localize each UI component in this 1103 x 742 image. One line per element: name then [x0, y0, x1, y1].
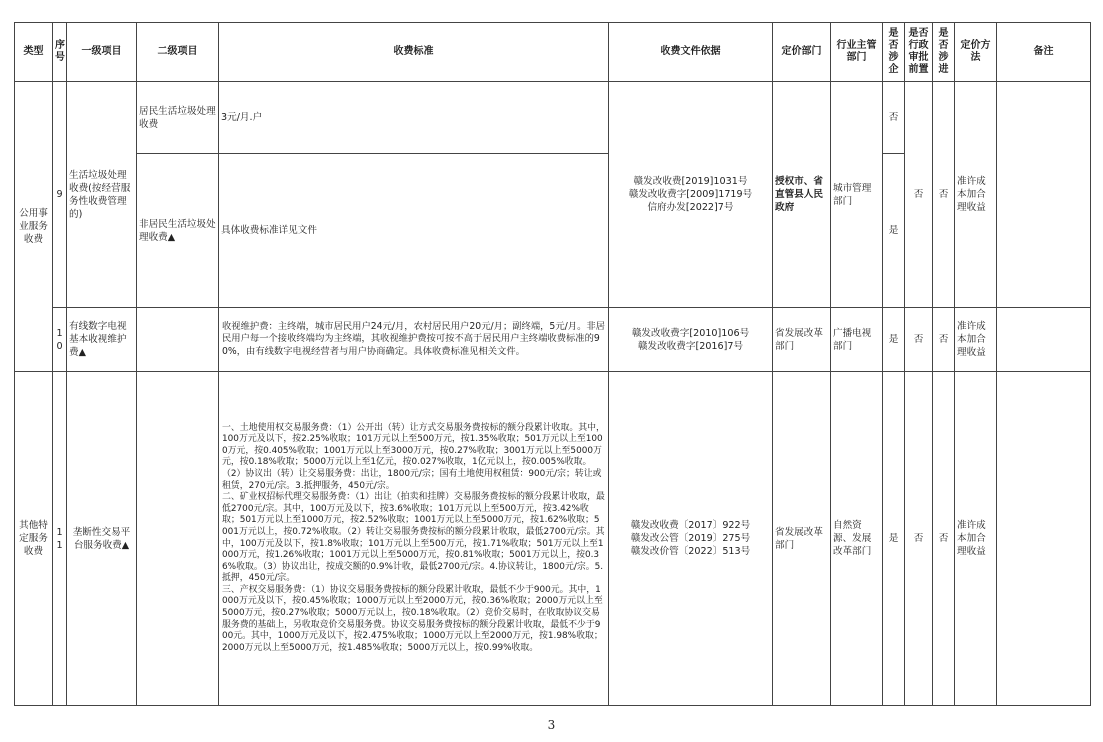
industry-dept-cell: 广播电视部门 — [831, 308, 883, 372]
basis-cell: 赣发改收费[2019]1031号 赣发改收费字[2009]1719号 信府办发[2022]7号 — [609, 82, 773, 308]
industry-dept-cell: 自然资源、发展改革部门 — [831, 372, 883, 706]
header-level1: 一级项目 — [67, 23, 137, 82]
standard-cell: 3元/月.户 — [219, 82, 609, 154]
page-number: 3 — [547, 718, 556, 732]
pricing-method-cell: 准许成本加合理收益 — [955, 82, 997, 308]
pricing-dept-cell: 授权市、省直管县人民政府 — [773, 82, 831, 308]
standard-cell: 具体收费标准详见文件 — [219, 154, 609, 308]
admin-approval-cell: 否 — [905, 82, 933, 308]
involves-enterprise-cell: 是 — [883, 372, 905, 706]
level2-cell — [137, 372, 219, 706]
seq-cell: 10 — [53, 308, 67, 372]
header-seq: 序号 — [53, 23, 67, 82]
level1-cell: 生活垃圾处理收费(按经营服务性收费管理的) — [67, 82, 137, 308]
header-involves-enterprise: 是否涉企 — [883, 23, 905, 82]
level2-cell: 居民生活垃圾处理收费 — [137, 82, 219, 154]
level1-cell: 垄断性交易平台服务收费▲ — [67, 372, 137, 706]
involves-import-cell: 否 — [933, 308, 955, 372]
seq-cell: 11 — [53, 372, 67, 706]
involves-enterprise-cell: 是 — [883, 154, 905, 308]
header-pricing-dept: 定价部门 — [773, 23, 831, 82]
seq-cell: 9 — [53, 82, 67, 308]
basis-cell: 赣发改收费字[2010]106号 赣发改收费字[2016]7号 — [609, 308, 773, 372]
header-standard: 收费标准 — [219, 23, 609, 82]
standard-cell: 收视维护费：主终端，城市居民用户24元/月，农村居民用户20元/月；副终端，5元/月。非居民用户每一个接收终端均为主终端，其收视维护费按可按不高于居民用户主终端收费标准的90%，由有线数字电视经营者与用户协商确定。具体收费标准见相关文件。 — [219, 308, 609, 372]
header-admin-approval: 是否行政审批前置 — [905, 23, 933, 82]
pricing-method-cell: 准许成本加合理收益 — [955, 308, 997, 372]
level2-cell — [137, 308, 219, 372]
header-row — [15, 23, 1091, 82]
basis-cell: 赣发改收费〔2017〕922号 赣发改公管〔2019〕275号 赣发改价管〔2022〕513号 — [609, 372, 773, 706]
header-level2: 二级项目 — [137, 23, 219, 82]
header-type: 类型 — [15, 23, 53, 82]
industry-dept-cell: 城市管理部门 — [831, 82, 883, 308]
remarks-cell — [997, 82, 1091, 308]
standard-cell: 一、土地使用权交易服务费：（1）公开出（转）让方式交易服务费按标的额分段累计收取。其中，100万元及以下，按2.25%收取；101万元以上至500万元，按1.35%收取；501万元以上至1000万元，按0.405%收取；1001万元以上至3000万元，按0.27%收取；3001万元以上至5000万元，按0.18%收取；5000万元以上至1亿元，按0.027%收取，1亿元以上，按0.005%收取。（2）协议出（转）让交易服务费：出让，1800元/宗；国有土地使用权租赁：900元/宗；转让或租赁，270元/宗。3.抵押服务，450元/宗。 二、矿业权招标代理交易服务费：（1）出让（拍卖和挂牌）交易服务费按标的额分段累计收取，最低2700元/宗。其中，100万元及以下，按3.6%收取；101万元以上至500万元，按3.42%收取；501万元以上至1000万元，按2.52%收取；1001万元以上至5000万元，按1.62%收取；5001万元以上，按0.72%收取。（2）转让交易服务费按标的额分段累计收取，最低2700元/宗。其中，100万元及以下，按1.8%收取；101万元以上至500万元，按1.71%收取；501万元以上至1000万元，按1.26%收取；1001万元以上至5000万元，按0.81%收取；5001万元以上，按0.36%收取。（3）协议出让，按成交额的0.9%计收，最低2700元/宗。4.协议转让，1800元/宗。5.抵押，450元/宗。 三、产权交易服务费：（1）协议交易服务费按标的额分段累计收取，最低不少于900元。其中，1000万元及以下，按0.45%收取；1000万元以上至2000万元，按0.36%收取；2000万元以上至5000万元，按0.27%收取；5000万元以上，按0.18%收取。（2）竞价交易时，在收取协议交易服务费的基础上，另收取竞价交易服务费。协议交易服务费按标的额分段累计收取，最低不少于900元。其中，1000万元及以下，按2.475%收取；1000万元以上至2000万元，按1.98%收取；2000万元以上至5000万元，按1.485%收取；5000万元以上，按0.99%收取。 — [219, 372, 609, 706]
header-basis: 收费文件依据 — [609, 23, 773, 82]
pricing-dept-cell: 省发展改革部门 — [773, 308, 831, 372]
table-row — [15, 82, 1091, 154]
table-row — [15, 308, 1091, 372]
header-remarks: 备注 — [997, 23, 1091, 82]
involves-import-cell: 否 — [933, 372, 955, 706]
remarks-cell — [997, 308, 1091, 372]
involves-import-cell: 否 — [933, 82, 955, 308]
table-row — [15, 372, 1091, 706]
involves-enterprise-cell: 否 — [883, 82, 905, 154]
involves-enterprise-cell: 是 — [883, 308, 905, 372]
header-industry-dept: 行业主管部门 — [831, 23, 883, 82]
type-cell: 公用事业服务收费 — [15, 82, 53, 372]
level2-cell: 非居民生活垃圾处理收费▲ — [137, 154, 219, 308]
fee-table — [14, 22, 1091, 706]
admin-approval-cell: 否 — [905, 372, 933, 706]
level1-cell: 有线数字电视基本收视维护费▲ — [67, 308, 137, 372]
header-pricing-method: 定价方法 — [955, 23, 997, 82]
pricing-dept-cell: 省发展改革部门 — [773, 372, 831, 706]
pricing-method-cell: 准许成本加合理收益 — [955, 372, 997, 706]
header-involves-import: 是否涉进 — [933, 23, 955, 82]
remarks-cell — [997, 372, 1091, 706]
type-cell: 其他特定服务收费 — [15, 372, 53, 706]
admin-approval-cell: 否 — [905, 308, 933, 372]
